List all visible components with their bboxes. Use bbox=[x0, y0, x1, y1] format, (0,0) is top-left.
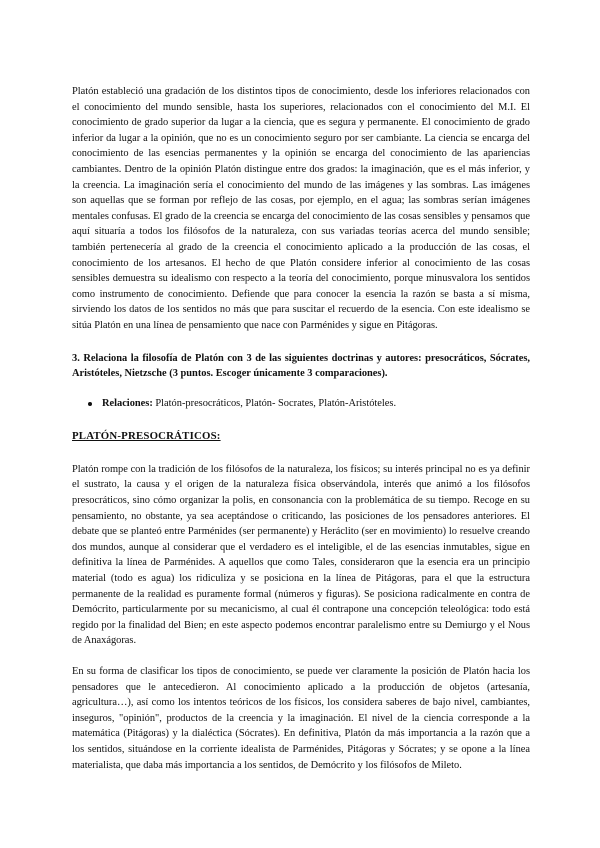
relations-text: Platón-presocráticos, Platón- Socrates, Platón-Aristóteles. bbox=[152, 397, 397, 409]
question-heading: 3. Relaciona la filosofía de Platón con 3 de las siguientes doctrinas y autores: presocráticos, Sócrates, Aristóteles, Nietzsche (3 puntos. Escoger únicamente 3 comparaciones). bbox=[72, 352, 530, 380]
paragraph-clasificacion: En su forma de clasificar los tipos de conocimiento, se puede ver claramente la posición de Platón hacia los pensadores que le antecedieron. Al conocimiento aplicado a la producción de objetos (artesanía, agricultura…), así como los intentos teóricos de los físicos, los considera saberes de bajo nivel, cambiantes, inseguros, "opinión", productos de la creencia y la imaginación. El nivel de la ciencia corresponde a la matemática (Pitágoras) y la dialéctica (Sócrates). En definitiva, Platón da más importancia a la razón que a los sentidos, situándose en la corriente idealista de Parménides, Pitágoras y Sócrates; y se opone a la línea materialista, que daba más importancia a los sentidos, de Demócrito y los filósofos de Mileto. bbox=[72, 666, 530, 771]
list-item bbox=[90, 396, 530, 412]
relations-list bbox=[72, 396, 530, 412]
bullet-icon bbox=[88, 402, 92, 406]
section-heading: PLATÓN-PRESOCRÁTICOS: bbox=[72, 430, 221, 443]
paragraph-presocraticos: Platón rompe con la tradición de los filósofos de la naturaleza, los físicos; su interés principal no es ya definir el sustrato, la causa y el origen de la naturaleza física observándola, interés que animó a los filósofos presocráticos, sino cómo organizar la polis, en consonancia con la problemática de su tiempo. Recoge en su pensamiento, no obstante, ya sea aceptándose o criticando, las posiciones de los pensadores anteriores. El debate que se planteó entre Parménides (ser permanente) y Heráclito (ser en movimiento) lo resuelve creando dos mundos, aunque al considerar que el verdadero es el inteligible, el de las esencias inmutables, sigue en definitiva la línea de Parménides. A aquellos que como Tales, consideraron que la esencia era un principio material (todo es agua) los ridiculiza y se posiciona en la línea de Pitágoras, para el que la estructura permanente de la realidad es puramente formal (números y figuras). Se posiciona radicalmente en contra de Demócrito, particularmente por su mecanicismo, al cual él contrapone una concepción teleológica: todo está regido por la finalidad del Bien; en este aspecto podemos encontrar paralelismo entre su Demiurgo y el Nous de Anaxágoras. bbox=[72, 463, 530, 647]
paragraph-intro: Platón estableció una gradación de los distintos tipos de conocimiento, desde los inferiores relacionados con el conocimiento del mundo sensible, hasta los superiores, relacionados con el conocimiento del M.I. El conocimiento de grado superior da lugar a la ciencia, que es segura y permanente. El conocimiento de grado inferior da lugar a la opinión, que no es un conocimiento seguro por ser cambiante. La ciencia se encarga del conocimiento de las esencias permanentes y la opinión se encarga del conocimiento de las apariencias cambiantes. Dentro de la opinión Platón distingue entre dos grados: la imaginación, que es el más inferior, y la creencia. La imaginación sería el conocimiento del mundo de las imágenes y las sombras. Las imágenes son aquellas que se forman por reflejo de las cosas, por ejemplo, en el agua; las sombras serían imágenes mentales confusas. El grado de la creencia se encarga del conocimiento de las cosas sensibles y pensamos que aquí situaría a todos los filósofos de la naturaleza, con sus variadas teorías acerca del mundo sensible; también pertenecería al grado de la creencia el conocimiento aplicado a la producción de las cosas, el conocimiento de los artesanos. El hecho de que Platón considere inferior al conocimiento de las cosas sensibles demuestra su idealismo con respecto a la teoría del conocimiento, porque minusvalora los sentidos como instrumento de conocimiento. Defiende que para conocer la esencia la razón se basta a sí misma, sirviendo los datos de los sentidos no más que para suscitar el recuerdo de la esencia. Con este idealismo se sitúa Platón en una línea de pensamiento que nace con Parménides y sigue en Pitágoras. bbox=[72, 86, 530, 331]
relations-label: Relaciones: bbox=[102, 397, 153, 409]
